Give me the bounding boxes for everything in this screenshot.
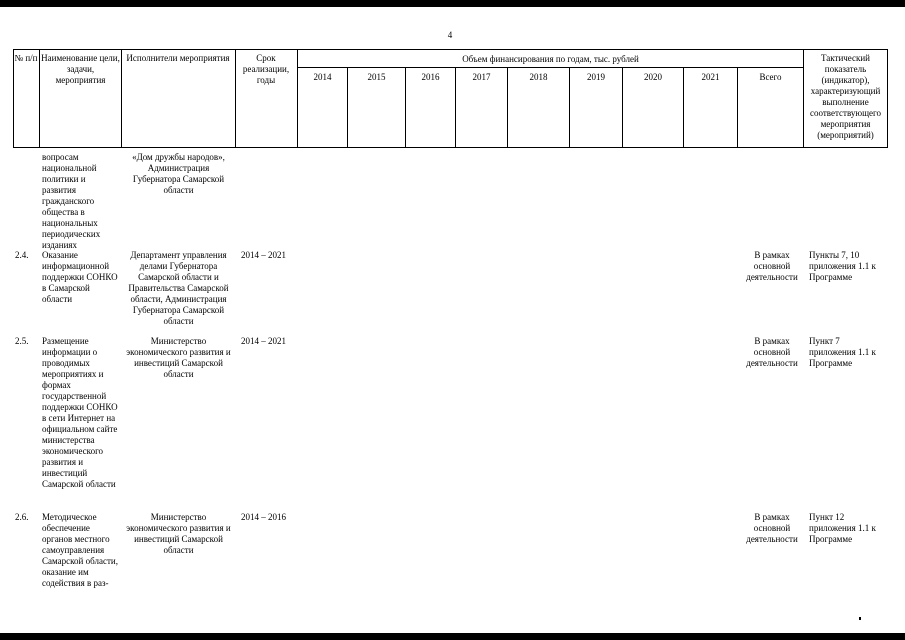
header-indicator: Тактический показатель (индикатор), характеризующий выполнение соответствующего мероприятия (мероприятий) [809, 53, 882, 140]
header-name: Наименование цели, задачи, мероприятия [41, 53, 120, 85]
header-term: Срок реализации, годы [242, 53, 290, 85]
header-year: 2019 [587, 72, 605, 82]
header-financing: Объем финансирования по годам, тыс. рублей [462, 54, 639, 64]
top-border [0, 0, 905, 7]
header-num: № п/п [14, 53, 38, 63]
header-year: 2016 [421, 72, 440, 82]
row-term: 2014 – 2021 [241, 250, 286, 260]
row-executors: Департамент управления делами Губернатора Самарской области и Правительства Самарской области, Администрация Губернатора Самарской области [128, 250, 229, 326]
header-year: 2021 [701, 72, 720, 82]
row-indicator: Пункт 7 приложения 1.1 к Программе [809, 336, 876, 368]
scan-speck [859, 617, 861, 620]
row-executors: «Дом дружбы народов», Администрация Губернатора Самарской области [132, 152, 225, 195]
row-term: 2014 – 2021 [241, 336, 286, 346]
row-indicator: Пункт 12 приложения 1.1 к Программе [809, 512, 876, 544]
header-year: 2020 [644, 72, 662, 82]
row-name: Размещение информации о проводимых мероприятиях и формах государственной поддержки СОНКО в сети Интернет на официальном сайте министерства экономического развития и инвестиций Самарской области [42, 336, 118, 489]
row-total: В рамках основной деятельности [746, 336, 798, 368]
row-num: 2.5. [15, 336, 29, 346]
row-total: В рамках основной деятельности [746, 250, 798, 282]
header-year: 2018 [529, 72, 548, 82]
bottom-border [0, 633, 905, 640]
row-executors: Министерство экономического развития и инвестиций Самарской области [126, 336, 231, 379]
row-executors: Министерство экономического развития и инвестиций Самарской области [126, 512, 231, 555]
header-year: 2014 [313, 72, 332, 82]
header-total: Всего [759, 72, 782, 82]
row-term: 2014 – 2016 [241, 512, 286, 522]
row-name: вопросам национальной политики и развития гражданского общества в национальных периодических изданиях [42, 152, 101, 250]
header-year: 2015 [367, 72, 386, 82]
row-num: 2.4. [15, 250, 29, 260]
row-num: 2.6. [15, 512, 29, 522]
page-number: 4 [447, 30, 453, 40]
header-executors: Исполнители мероприятия [126, 53, 230, 63]
header-year: 2017 [472, 72, 491, 82]
row-total: В рамках основной деятельности [746, 512, 798, 544]
row-indicator: Пункты 7, 10 приложения 1.1 к Программе [809, 250, 876, 282]
row-name: Методическое обеспечение органов местного самоуправления Самарской области, оказание им содействия в раз- [42, 512, 118, 588]
row-name: Оказание информационной поддержки СОНКО в Самарской области [42, 250, 118, 304]
